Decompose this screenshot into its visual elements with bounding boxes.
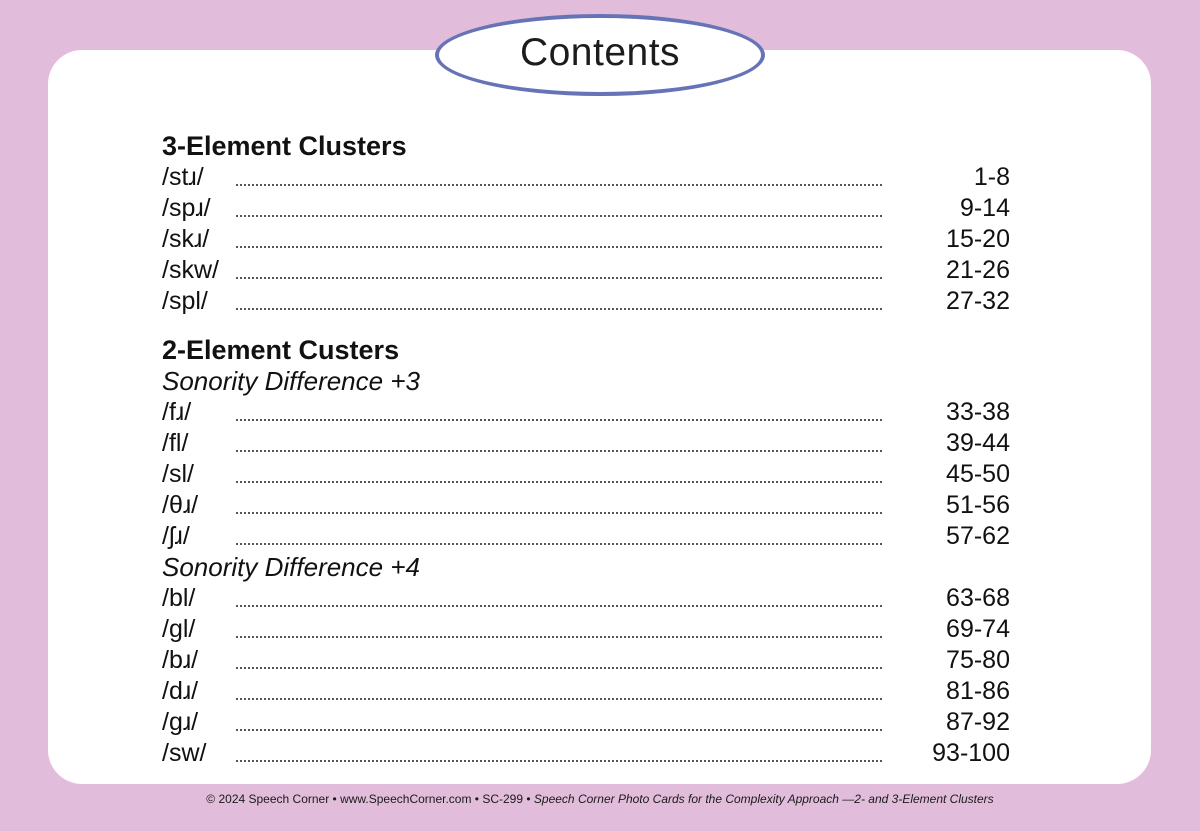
footer-copyright: © 2024 Speech Corner • www.SpeechCorner.com • SC-299 • bbox=[206, 792, 534, 806]
page-range: 51-56 bbox=[946, 491, 1010, 519]
cluster-label: /dɹ/ bbox=[162, 677, 199, 705]
cluster-label: /sl/ bbox=[162, 460, 194, 488]
table-of-contents bbox=[162, 131, 1010, 769]
page-range: 69-74 bbox=[946, 615, 1010, 643]
dot-leader bbox=[236, 419, 882, 421]
toc-row bbox=[162, 490, 1010, 521]
toc-row bbox=[162, 286, 1010, 317]
toc-row bbox=[162, 397, 1010, 428]
cluster-label: /sw/ bbox=[162, 739, 207, 767]
toc-row bbox=[162, 707, 1010, 738]
page-range: 45-50 bbox=[946, 460, 1010, 488]
page-range: 1-8 bbox=[973, 163, 1010, 191]
section-heading-2-element: 2-Element Custers bbox=[162, 335, 400, 365]
page-range: 15-20 bbox=[946, 225, 1010, 253]
cluster-label: /bl/ bbox=[162, 584, 196, 612]
toc-row bbox=[162, 255, 1010, 286]
page-range: 39-44 bbox=[946, 429, 1010, 457]
toc-group-sonority-4 bbox=[162, 583, 1010, 769]
cluster-label: /θɹ/ bbox=[162, 491, 199, 519]
page-range: 21-26 bbox=[946, 256, 1010, 284]
page-range: 27-32 bbox=[946, 287, 1010, 315]
cluster-label: /skɹ/ bbox=[162, 225, 210, 253]
toc-row bbox=[162, 614, 1010, 645]
page-range: 9-14 bbox=[959, 194, 1010, 222]
cluster-label: /gɹ/ bbox=[162, 708, 199, 736]
page-title: Contents bbox=[519, 31, 681, 74]
toc-row bbox=[162, 224, 1010, 255]
dot-leader bbox=[236, 698, 882, 700]
dot-leader bbox=[236, 636, 882, 638]
dot-leader bbox=[236, 450, 882, 452]
cluster-label: /spɹ/ bbox=[162, 194, 211, 222]
dot-leader bbox=[236, 605, 882, 607]
cluster-label: /spl/ bbox=[162, 287, 208, 315]
dot-leader bbox=[236, 184, 882, 186]
toc-group-3-element bbox=[162, 162, 1010, 317]
toc-row bbox=[162, 645, 1010, 676]
section-heading-3-element: 3-Element Clusters bbox=[162, 131, 407, 161]
dot-leader bbox=[236, 246, 882, 248]
toc-row bbox=[162, 583, 1010, 614]
toc-row bbox=[162, 162, 1010, 193]
footer-product-title: Speech Corner Photo Cards for the Complexity Approach —2- and 3-Element Clusters bbox=[533, 792, 994, 806]
dot-leader bbox=[236, 667, 882, 669]
dot-leader bbox=[236, 760, 882, 762]
title-oval bbox=[435, 14, 765, 96]
page-range: 75-80 bbox=[946, 646, 1010, 674]
dot-leader bbox=[236, 215, 882, 217]
dot-leader bbox=[236, 729, 882, 731]
cluster-label: /skw/ bbox=[162, 256, 219, 284]
cluster-label: /fɹ/ bbox=[162, 398, 192, 426]
dot-leader bbox=[236, 512, 882, 514]
toc-row bbox=[162, 676, 1010, 707]
subheading-sonority-3: Sonority Difference +3 bbox=[162, 366, 420, 396]
page-range: 57-62 bbox=[946, 522, 1010, 550]
page-range: 93-100 bbox=[932, 739, 1010, 767]
cluster-label: /bɹ/ bbox=[162, 646, 199, 674]
toc-row bbox=[162, 521, 1010, 552]
page-range: 81-86 bbox=[946, 677, 1010, 705]
footer bbox=[0, 792, 1200, 806]
dot-leader bbox=[236, 543, 882, 545]
subheading-sonority-4: Sonority Difference +4 bbox=[162, 552, 420, 582]
page-range: 33-38 bbox=[946, 398, 1010, 426]
dot-leader bbox=[236, 277, 882, 279]
page-range: 63-68 bbox=[946, 584, 1010, 612]
page-range: 87-92 bbox=[946, 708, 1010, 736]
cluster-label: /gl/ bbox=[162, 615, 196, 643]
cluster-label: /ʃɹ/ bbox=[162, 522, 190, 550]
toc-row bbox=[162, 428, 1010, 459]
cluster-label: /fl/ bbox=[162, 429, 189, 457]
dot-leader bbox=[236, 481, 882, 483]
toc-row bbox=[162, 738, 1010, 769]
toc-row bbox=[162, 193, 1010, 224]
toc-group-sonority-3 bbox=[162, 397, 1010, 552]
toc-row bbox=[162, 459, 1010, 490]
cluster-label: /stɹ/ bbox=[162, 163, 204, 191]
dot-leader bbox=[236, 308, 882, 310]
